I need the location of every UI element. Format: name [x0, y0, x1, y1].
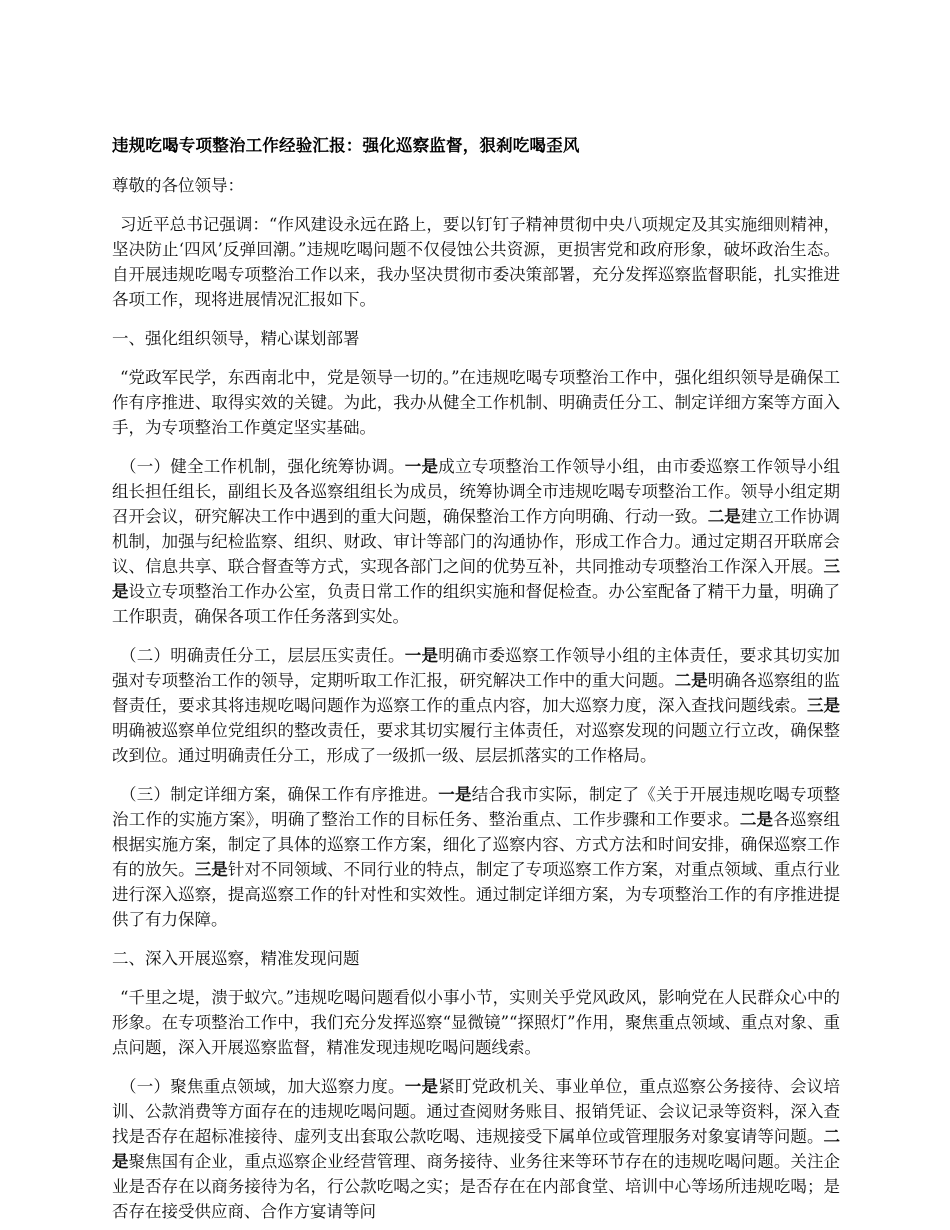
subsection-label: （三）制定详细方案，确保工作有序推进。	[120, 785, 439, 804]
point-text: 明确市委巡察工作领导小组的主体责任，要求其切实加强对专项整治工作的领导，定期听取工作汇报，研究解决工作中的重大问题。	[112, 646, 840, 690]
point-text: 各巡察组根据实施方案，制定了具体的巡察工作方案，细化了巡察内容、方式方法和时间安排，确保巡察工作有的放矢。	[112, 810, 841, 879]
section-1-lead: “党政军民学，东西南北中，党是领导一切的。”在违规吃喝专项整治工作中，强化组织领导是确保工作有序推进、取得实效的关键。为此，我办从健全工作机制、明确责任分工、制定详细方案等方面入手，为专项整治工作奠定坚实基础。	[112, 368, 840, 437]
point-text: 明确被巡察单位党组织的整改责任，要求其切实履行主体责任，对巡察发现的问题立行立改，确保整改到位。通过明确责任分工，形成了一级抓一级、层层抓落实的工作格局。	[112, 721, 840, 765]
point-text: 设立专项整治工作办公室，负责日常工作的组织实施和督促检查。办公室配备了精干力量，明确了工作职责，确保各项工作任务落到实处。	[112, 582, 841, 626]
section-heading-2: 二、深入开展巡察，精准发现问题	[112, 949, 360, 968]
point-marker: 二是	[707, 507, 741, 526]
point-text: 结合我市实际，制定了《关于开展违规吃喝专项整治工作的实施方案》，明确了整治工作的目标任务、整治重点、工作步骤和工作要求。	[112, 785, 840, 829]
subsection-label: （一）聚焦重点领域，加大巡察力度。	[120, 1077, 405, 1096]
subsection-1-1	[112, 454, 840, 629]
section-2-lead: “千里之堤，溃于蚁穴。”违规吃喝问题看似小事小节，实则关乎党风政风，影响党在人民群众心中的形象。在专项整治工作中，我们充分发挥巡察“显微镜”“探照灯”作用，聚焦重点领域、重点对象、重点问题，深入开展巡察监督，精准发现违规吃喝问题线索。	[112, 988, 840, 1057]
point-marker: 二是	[739, 810, 774, 829]
point-text: 针对不同领域、不同行业的特点，制定了专项巡察工作方案，对重点领域、重点行业进行深入巡察，提高巡察工作的针对性和实效性。通过制定详细方案，为专项整治工作的有序推进提供了有力保障。	[112, 860, 841, 929]
point-marker: 三是	[112, 557, 840, 601]
subsection-2-1	[112, 1074, 840, 1224]
point-text: 成立专项整治工作领导小组，由市委巡察工作领导小组组长担任组长，副组长及各巡察组组长为成员，统筹协调全市违规吃喝专项整治工作。领导小组定期召开会议，研究解决工作中遇到的重大问题，确保整治工作方向明确、行动一致。	[112, 457, 840, 526]
subsection-1-3	[112, 782, 840, 932]
page-title: 违规吃喝专项整治工作经验汇报：强化巡察监督，狠刹吃喝歪风	[112, 136, 580, 155]
point-marker: 一是	[404, 646, 439, 665]
point-text: 聚焦国有企业，重点巡察企业经营管理、商务接待、业务往来等环节存在的违规吃喝问题。关注企业是否存在以商务接待为名，行公款吃喝之实；是否存在在内部食堂、培训中心等场所违规吃喝；是否存在接受供应商、合作方宴请等问	[112, 1152, 840, 1221]
point-marker: 一是	[404, 457, 439, 476]
subsection-label: （二）明确责任分工，层层压实责任。	[120, 646, 405, 665]
point-text: 明确各巡察组的监督责任，要求其将违规吃喝问题作为巡察工作的重点内容，加大巡察力度，深入查找问题线索。	[112, 671, 841, 715]
point-marker: 一是	[438, 785, 472, 804]
intro-paragraph: 习近平总书记强调：“作风建设永远在路上，要以钉钉子精神贯彻中央八项规定及其实施细则精神，坚决防止‘四风’反弹回潮。”违规吃喝问题不仅侵蚀公共资源，更损害党和政府形象，破坏政治生态。自开展违规吃喝专项整治工作以来，我办坚决贯彻市委决策部署，充分发挥巡察监督职能，扎实推进各项工作，现将进展情况汇报如下。	[112, 215, 840, 309]
point-marker: 三是	[194, 860, 228, 879]
subsection-1-2	[112, 643, 840, 768]
salutation: 尊敬的各位领导：	[112, 176, 244, 195]
subsection-label: （一）健全工作机制，强化统筹协调。	[120, 457, 405, 476]
point-marker: 三是	[806, 696, 841, 715]
point-text: 建立工作协调机制，加强与纪检监察、组织、财政、审计等部门的沟通协作，形成工作合力。通过定期召开联席会议、信息共享、联合督查等方式，实现各部门之间的优势互补，共同推动专项整治工作深入开展。	[112, 507, 841, 576]
point-marker: 二是	[674, 671, 708, 690]
section-heading-1: 一、强化组织领导，精心谋划部署	[112, 329, 360, 348]
point-text: 紧盯党政机关、事业单位，重点巡察公务接待、会议培训、公款消费等方面存在的违规吃喝问题。通过查阅财务账目、报销凭证、会议记录等资料，深入查找是否存在超标准接待、虚列支出套取公款吃喝、违规接受下属单位或管理服务对象宴请等问题。	[112, 1077, 840, 1146]
point-marker: 二是	[112, 1127, 840, 1171]
point-marker: 一是	[404, 1077, 439, 1096]
